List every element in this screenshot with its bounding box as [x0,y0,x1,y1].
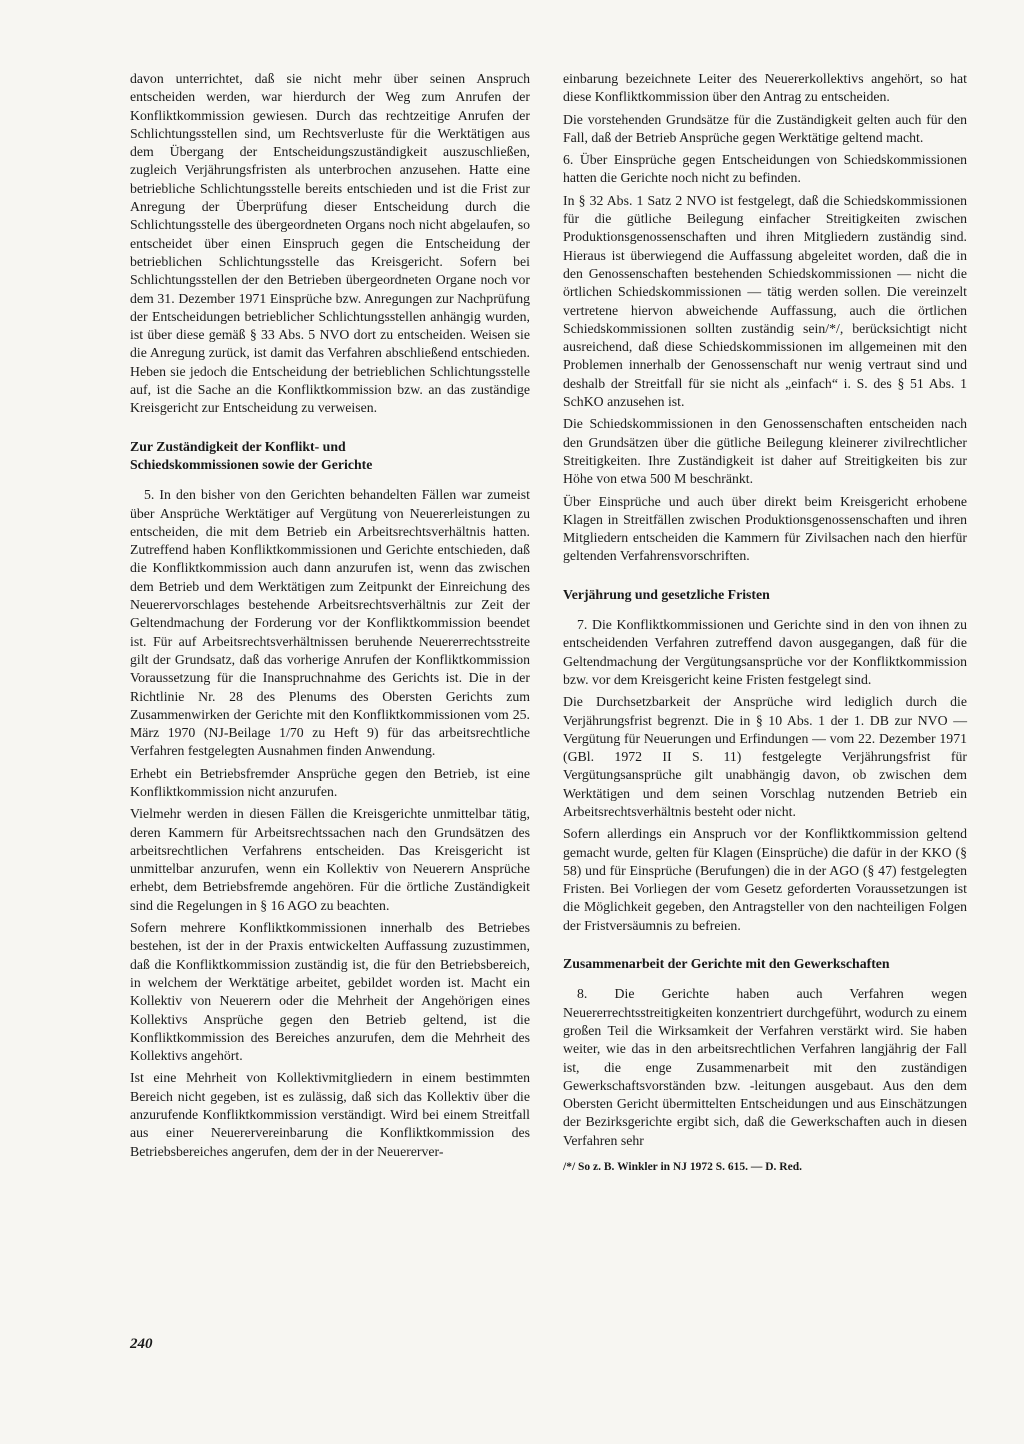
section-heading-line: Zur Zuständigkeit der Konflikt- und [130,438,346,454]
paragraph: Vielmehr werden in diesen Fällen die Kreisgerichte unmittelbar tätig, deren Kammern für Arbeitsrechtssachen nach den Grundsätzen des arbeitsrechtlichen Verfahrens entscheiden. Das Kreisgericht ist unmittelbar anzurufen, wenn ein Kollektiv von Neuerern Ansprüche erhebt, dem Betriebsfremde angehören. Für die örtliche Zuständigkeit sind die Regelungen in § 16 AGO zu beachten. [130,806,530,913]
paragraph: davon unterrichtet, daß sie nicht mehr über seinen Anspruch entscheiden werden, war hierdurch der Weg zum Anrufen der Konfliktkommission gewiesen. Durch das rechtzeitige Anrufen der Schlichtungsstellen sind, um Rechtsverluste für die Werktätigen aus dem Übergang der Entscheidungszuständigkeit auszuschließen, zugleich Verjährungsfristen als unterbrochen anzusehen. Hatte eine betriebliche Schlichtungsstelle bereits entschieden und ist die Frist zur Anregung der Überprüfung dieser Entscheidung durch die Schlichtungsstelle des übergeordneten Organs noch nicht abgelaufen, so entscheidet über einen Einspruch gegen die Entscheidung der betrieblichen Schlichtungsstelle das Kreisgericht. Sofern bei Schlichtungsstellen der den Betrieben übergeordneten Organe noch vor dem 31. Dezember 1971 Einsprüche bzw. Anregungen zur Nachprüfung der Entscheidungen betrieblicher Schlichtungsstellen anhängig wurden, ist über diese gemäß § 33 Abs. 5 NVO dort zu entscheiden. Weisen sie die Anregung zurück, ist damit das Verfahren abschließend entschieden. Heben sie jedoch die Entscheidung der betrieblichen Schlichtungsstelle auf, ist die Sache an die Konfliktkommission bzw. an das zuständige Kreisgericht zur Entscheidung zu verweisen. [130,71,530,416]
section-heading: Zusammenarbeit der Gerichte mit den Gewerkschaften [563,956,890,972]
paragraph: Die Schiedskommissionen in den Genossenschaften entscheiden nach den Grundsätzen über die gütliche Beilegung kleinerer zivilrechtlicher Streitigkeiten. Ihre Zuständigkeit ist daher auf Streitigkeiten bis zur Höhe von etwa 500 M beschränkt. [563,416,967,487]
paragraph: Ist eine Mehrheit von Kollektivmitgliedern in einem bestimmten Bereich nicht gegeben, ist es zulässig, daß sich das Kollektiv über die anzurufende Konfliktkommission verständigt. Wird bei einem Streitfall aus einer Neuerervereinbarung die Konfliktkommission des Betriebsbereiches angerufen, dem der in der Neuererver- [130,1070,530,1159]
paragraph: Sofern mehrere Konfliktkommissionen innerhalb des Betriebes bestehen, ist der in der Praxis entwickelten Auffassung zuzustimmen, daß die Konfliktkommission zuständig ist, die für den Betriebsbereich, in welchem der Werktätige arbeitet, gebildet worden ist. Macht ein Kollektiv von Neuerern oder die Mehrheit der Angehörigen eines Kollektivs Ansprüche gegen den Betrieb geltend, ist die Konfliktkommission des Bereiches anzurufen, dem die Mehrheit des Kollektivs angehört. [130,920,530,1064]
paragraph: einbarung bezeichnete Leiter des Neuererkollektivs angehört, so hat diese Konfliktkommission über den Antrag zu entscheiden. [563,71,967,105]
paragraph: Über Einsprüche und auch über direkt beim Kreisgericht erhobene Klagen in Streitfällen zwischen Produktionsgenossenschaften und ihren Mitgliedern entscheiden die Kammern für Zivilsachen nach den hierfür geltenden Verfahrensvorschriften. [563,493,967,564]
paragraph: 5. In den bisher von den Gerichten behandelten Fällen war zumeist über Ansprüche Werktätiger auf Vergütung von Neuererleistungen zu entscheiden, die mit dem Betrieb ein Arbeitsrechtsverhältnis hatten. Zutreffend haben Konfliktkommissionen und Gerichte entschieden, daß die Konfliktkommission auch dann anzurufen ist, wenn das zwischen dem Betrieb und dem Werktätigen zum Zeitpunkt der Einreichung des Neuerervorschlages bestehende Arbeitsrechtsverhältnis zur Zeit der Geltendmachung der Forderung vor der Konfliktkommission beendet ist. Für auf Arbeitsrechtsverhältnissen beruhende Neuererrechtsstreite gilt der Grundsatz, daß das vorherige Anrufen der Konfliktkommission Voraussetzung für die Inanspruchnahme des Gerichts ist. Die in der Richtlinie Nr. 28 des Plenums des Obersten Gerichts zum Zusammenwirken der Gerichte mit den Konfliktkommissionen vom 25. März 1970 (NJ-Beilage 1/70 zu Heft 9) für das arbeitsrechtliche Verfahren festgelegten Ausnahmen finden Anwendung. [130,487,530,759]
paragraph: In § 32 Abs. 1 Satz 2 NVO ist festgelegt, daß die Schiedskommissionen für die gütliche Beilegung einfacher Streitigkeiten zwischen Produktionsgenossenschaften und ihren Mitgliedern zuständig sind. Hieraus ist überwiegend die Auffassung abgeleitet worden, daß die in den Genossenschaften bestehenden Schiedskommissionen — nicht die örtlichen Schiedskommissionen — tätig werden sollen. Die vereinzelt vertretene hiervon abweichende Auffassung, auch die örtlichen Schiedskommissionen sollten zuständig sein/*/, berücksichtigt nicht ausreichend, daß diese Schiedskommissionen im allgemeinen mit den Problemen innerhalb der Genossenschaft nur wenig vertraut sind und deshalb der Streitfall für sie nicht als „einfach“ i. S. des § 51 Abs. 1 SchKO anzusehen ist. [563,192,967,410]
paragraph: 6. Über Einsprüche gegen Entscheidungen von Schiedskommissionen hatten die Gerichte noch nicht zu befinden. [563,152,967,186]
left-column [130,70,530,1165]
paragraph: 7. Die Konfliktkommissionen und Gerichte sind in den von ihnen zu entscheidenden Verfahren zutreffend davon ausgegangen, daß für die Geltendmachung der Vergütungsansprüche vor der Konfliktkommission bzw. vor dem Kreisgericht keine Fristen festgelegt sind. [563,617,967,687]
footnote: /*/ So z. B. Winkler in NJ 1972 S. 615. — D. Red. [563,1161,802,1174]
paragraph: Die vorstehenden Grundsätze für die Zuständigkeit gelten auch für den Fall, daß der Betrieb Ansprüche gegen Werktätige geltend macht. [563,111,967,145]
right-column [563,70,967,1175]
page-number: 240 [130,1336,153,1352]
paragraph: Die Durchsetzbarkeit der Ansprüche wird lediglich durch die Verjährungsfrist begrenzt. Die in § 10 Abs. 1 der 1. DB zur NVO — Vergütung für Neuerungen und Erfindungen — vom 22. Dezember 1971 (GBl. 1972 II S. 11) festgelegte Verjährungsfrist für Vergütungsansprüche gilt unabhängig davon, ob zwischen dem Werktätigen und dem seinen Vorschlag nutzenden Betrieb ein Arbeitsrechtsverhältnis besteht oder nicht. [563,694,967,819]
section-heading: Verjährung und gesetzliche Fristen [563,586,770,602]
section-heading [130,438,530,475]
paragraph: 8. Die Gerichte haben auch Verfahren wegen Neuererrechtsstreitigkeiten konzentriert durchgeführt, wodurch zu einem großen Teil die Wirksamkeit der Verfahren verstärkt wird. Sie haben weiter, wie das in den arbeitsrechtlichen Verfahren langjährig der Fall ist, die enge Zusammenarbeit mit den zuständigen Gewerkschaftsvorständen bzw. -leitungen ausgebaut. Aus den dem Obersten Gericht übermittelten Entscheidungen und aus Einschätzungen der Bezirksgerichte ergibt sich, daß die Gewerkschaften auch in diesen Verfahren sehr [563,986,967,1148]
paragraph: Sofern allerdings ein Anspruch vor der Konfliktkommission geltend gemacht wurde, gelten für Klagen (Einsprüche) die dafür in der KKO (§ 58) und für Einsprüche (Berufungen) die in der AGO (§ 47) festgelegten Fristen. Bei Vorliegen der vom Gesetz geforderten Voraussetzungen ist die Möglichkeit gegeben, den Antragsteller von den nachteiligen Folgen der Fristversäumnis zu befreien. [563,826,967,933]
section-heading-line: Schiedskommissionen sowie der Gerichte [130,456,373,472]
paragraph: Erhebt ein Betriebsfremder Ansprüche gegen den Betrieb, ist eine Konfliktkommission nicht anzurufen. [130,765,530,799]
